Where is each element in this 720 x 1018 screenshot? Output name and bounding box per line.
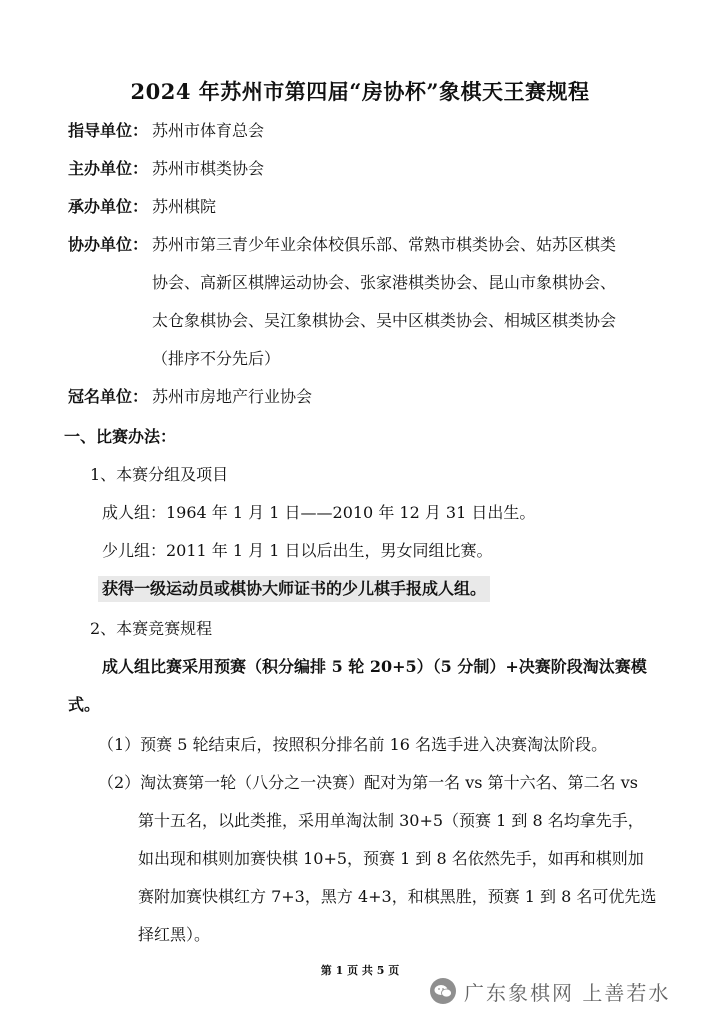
subsection-heading: 1、本赛分组及项目 [90, 465, 229, 484]
adult-group-rule: 成人组：1964 年 1 月 1 日——2010 年 12 月 31 日出生。 [102, 503, 536, 522]
rule-item-2-line: 赛附加赛快棋红方 7+3，黑方 4+3，和棋黑胜，预赛 1 到 8 名可优先选 [138, 887, 657, 906]
co-unit-label: 协办单位： [68, 235, 149, 254]
junior-group-rule: 少儿组：2011 年 1 月 1 日以后出生，男女同组比赛。 [102, 541, 493, 560]
rule-item-1: （1）预赛 5 轮结束后，按照积分排名前 16 名选手进入决赛淘汰阶段。 [98, 735, 608, 754]
co-unit-line: （排序不分先后） [152, 349, 281, 368]
rule-item-2-line: 择红黑）。 [138, 925, 211, 944]
co-unit-line: 协会、高新区棋牌运动协会、张家港棋类协会、昆山市象棋协会、 [152, 273, 617, 292]
guide-unit-label: 指导单位： [68, 121, 149, 140]
rule-item-2-line: 第十五名，以此类推，采用单淘汰制 30+5（预赛 1 到 8 名均拿先手， [138, 811, 644, 830]
rule-item-2-line: 如出现和棋则加赛快棋 10+5，预赛 1 到 8 名依然先手，如再和棋则加 [138, 849, 644, 868]
host-unit-label: 主办单位： [68, 159, 149, 178]
highlighted-note: 获得一级运动员或棋协大师证书的少儿棋手报成人组。 [98, 576, 490, 602]
host-unit-value: 苏州市棋类协会 [152, 159, 265, 178]
document-title: 2024 年苏州市第四届“房协杯”象棋天王赛规程 [130, 79, 590, 104]
section-heading: 一、比赛办法： [64, 427, 177, 446]
co-unit-line: 太仓象棋协会、吴江象棋协会、吴中区棋类协会、相城区棋类协会 [152, 311, 617, 330]
format-intro-line: 成人组比赛采用预赛（积分编排 5 轮 20+5）（5 分制）+决赛阶段淘汰赛模 [102, 657, 647, 676]
title-sponsor-value: 苏州市房地产行业协会 [152, 387, 313, 406]
organizer-unit-value: 苏州棋院 [152, 197, 217, 216]
co-unit-line: 苏州市第三青少年业余体校俱乐部、常熟市棋类协会、姑苏区棋类 [152, 235, 617, 254]
rule-item-2-line: （2）淘汰赛第一轮（八分之一决赛）配对为第一名 vs 第十六名、第二名 vs [98, 773, 638, 792]
watermark-text: 广东象棋网 上善若水 [464, 980, 671, 1005]
organizer-unit-label: 承办单位： [68, 197, 149, 216]
watermark [430, 976, 700, 1006]
page-number: 第 1 页 共 5 页 [320, 964, 400, 977]
wechat-icon [430, 978, 456, 1004]
title-sponsor-label: 冠名单位： [68, 387, 149, 406]
subsection-heading: 2、本赛竞赛规程 [90, 619, 213, 638]
format-intro-line: 式。 [68, 695, 101, 714]
guide-unit-value: 苏州市体育总会 [152, 121, 265, 140]
